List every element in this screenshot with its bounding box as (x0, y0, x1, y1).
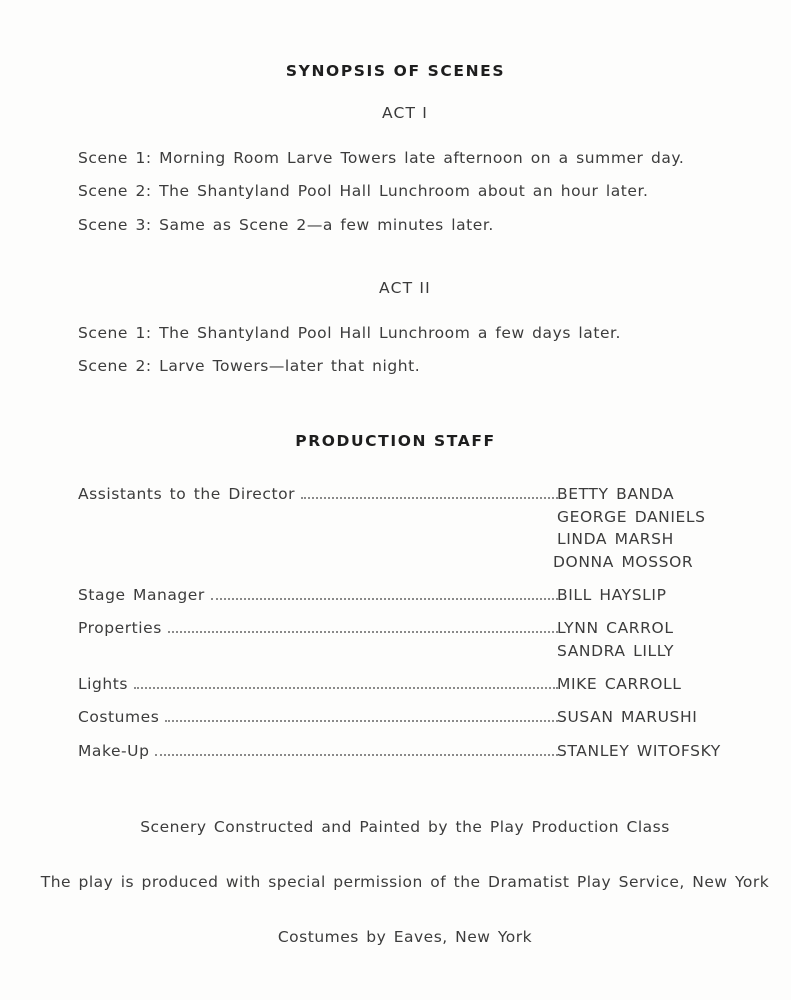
staff-role: Properties (78, 619, 162, 637)
staff-names-lights (557, 673, 681, 696)
act-1-label: ACT I (381, 104, 429, 122)
synopsis-title: SYNOPSIS OF SCENES (285, 62, 506, 80)
staff-name: MIKE CARROLL (557, 675, 682, 693)
staff-names-properties (557, 617, 674, 662)
staff-name: STANLEY WITOFSKY (557, 742, 721, 760)
act-1-scene-2: Scene 2: The Shantyland Pool Hall Lunchroom about an hour later. (78, 182, 649, 200)
staff-name: BETTY BANDA (557, 485, 675, 503)
dot-leader (134, 675, 558, 689)
credit-scenery: Scenery Constructed and Painted by the Play Production Class (140, 818, 670, 836)
staff-row-stage-manager (78, 586, 558, 606)
staff-name: LYNN CARROL (557, 619, 674, 637)
act-2-label: ACT II (379, 279, 431, 297)
staff-names-stage-manager (557, 584, 667, 607)
staff-name: GEORGE DANIELS (557, 507, 706, 526)
dot-leader (165, 708, 558, 722)
staff-name: LINDA MARSH (557, 530, 674, 548)
staff-row-lights (78, 675, 558, 695)
staff-row-properties (78, 619, 558, 639)
act-2-scene-1: Scene 1: The Shantyland Pool Hall Lunchroom a few days later. (78, 324, 622, 342)
staff-row-assistants (78, 485, 558, 505)
staff-names-make-up (557, 740, 721, 763)
dot-leader (155, 742, 558, 756)
credit-costumes: Costumes by Eaves, New York (277, 928, 533, 946)
act-1-scene-1: Scene 1: Morning Room Larve Towers late afternoon on a summer day. (78, 149, 685, 167)
staff-name: SANDRA LILLY (557, 641, 675, 660)
staff-role: Costumes (78, 708, 160, 726)
production-staff-title: PRODUCTION STAFF (295, 432, 496, 450)
act-1-scene-3: Scene 3: Same as Scene 2—a few minutes later. (78, 216, 494, 234)
staff-role: Lights (78, 675, 129, 693)
staff-role: Assistants to the Director (78, 485, 296, 503)
dot-leader (211, 586, 558, 600)
staff-row-make-up (78, 742, 558, 762)
staff-names-costumes (557, 706, 697, 729)
staff-names-assistants (553, 483, 706, 573)
staff-name: SUSAN MARUSHI (557, 708, 698, 726)
staff-row-costumes (78, 708, 558, 728)
staff-name: BILL HAYSLIP (557, 586, 667, 604)
staff-role: Make-Up (78, 742, 150, 760)
staff-role: Stage Manager (78, 586, 205, 604)
act-2-scene-2: Scene 2: Larve Towers—later that night. (78, 357, 421, 375)
dot-leader (301, 485, 558, 499)
staff-name: DONNA MOSSOR (553, 552, 694, 571)
dot-leader (168, 619, 558, 633)
credit-permission: The play is produced with special permission of the Dramatist Play Service, New York (40, 873, 770, 891)
